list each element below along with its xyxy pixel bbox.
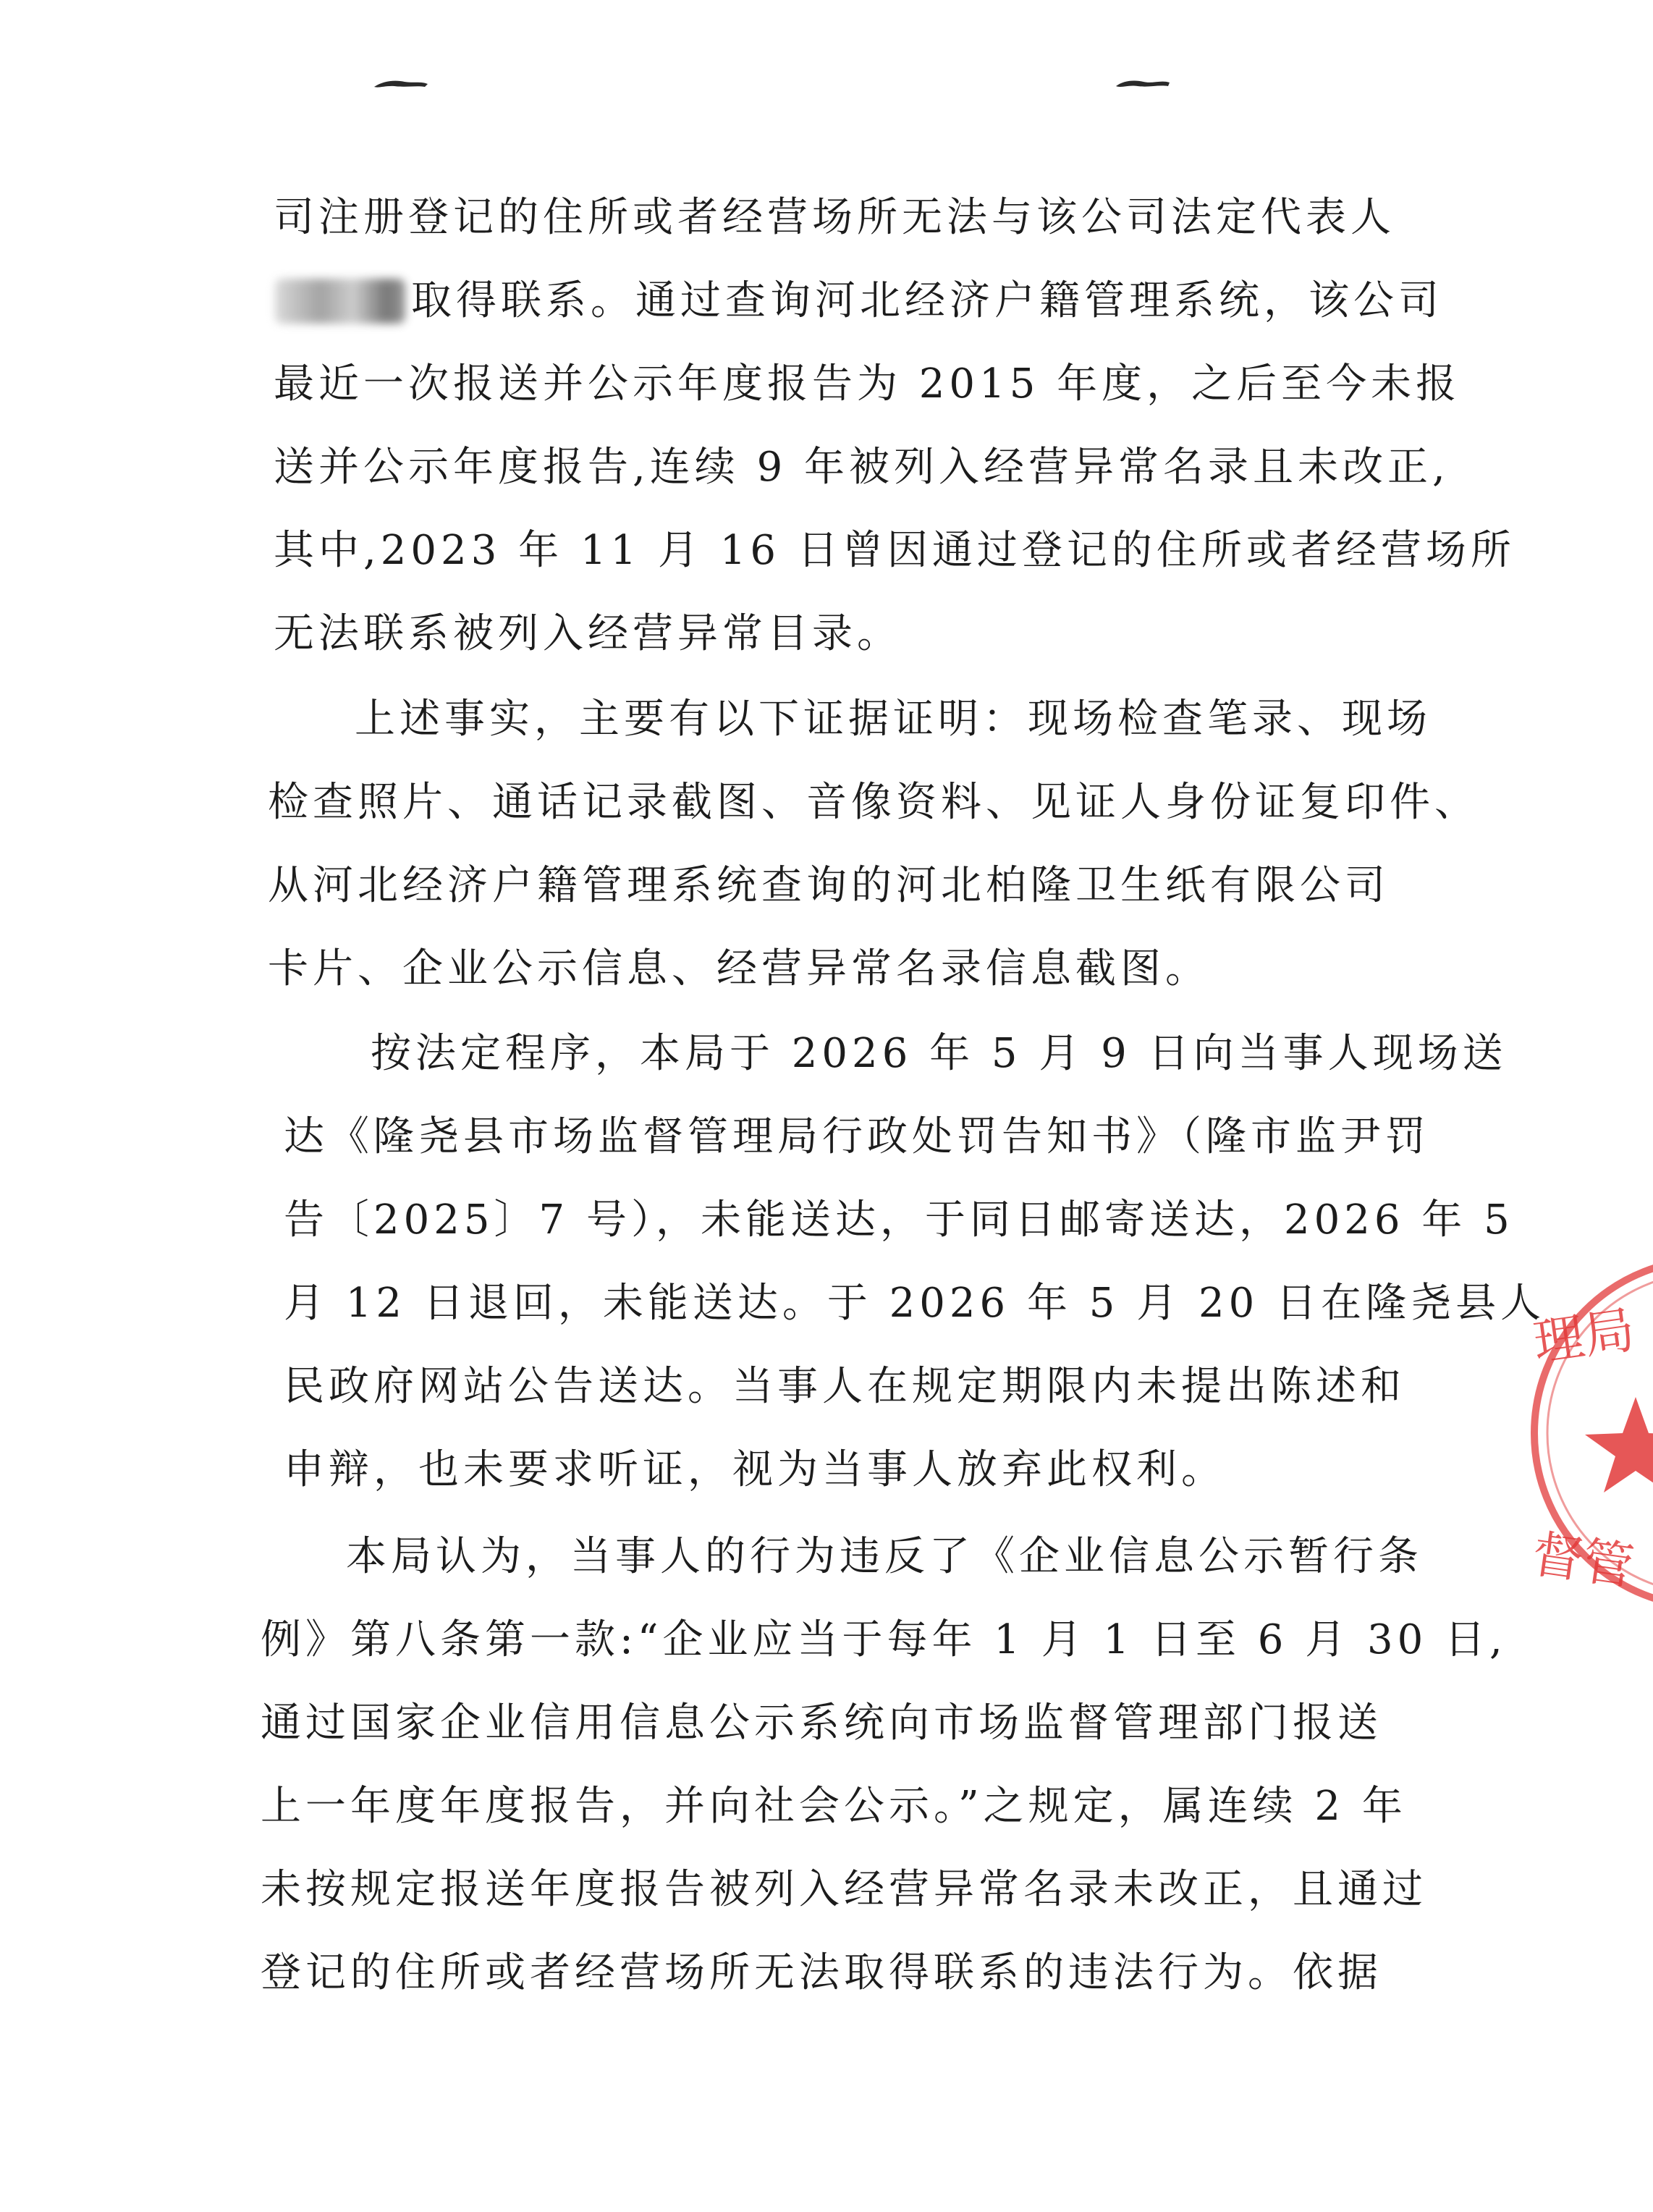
body-line: 例》第八条第一款:“企业应当于每年 1 月 1 日至 6 月 30 日, — [261, 1616, 1507, 1663]
body-line: 上述事实，主要有以下证据证明：现场检查笔录、现场 — [355, 696, 1432, 743]
body-line: 月 12 日退回，未能送达。于 2026 年 5 月 20 日在隆尧县人 — [284, 1280, 1546, 1327]
body-line: 通过国家企业信用信息公示系统向市场监督管理部门报送 — [261, 1700, 1382, 1747]
binding-mark-right — [1115, 78, 1171, 90]
seal-star-icon — [1585, 1397, 1653, 1493]
body-line: 告〔2025〕7 号），未能送达，于同日邮寄送达，2026 年 5 — [284, 1196, 1514, 1244]
body-line: 从河北经济户籍管理系统查询的河北柏隆卫生纸有限公司 — [268, 862, 1390, 909]
body-line: 其中,2023 年 11 月 16 日曾因通过登记的住所或者经营场所 — [274, 527, 1515, 574]
body-line: 民政府网站公告送达。当事人在规定期限内未提出陈述和 — [284, 1363, 1405, 1410]
body-line: 最近一次报送并公示年度报告为 2015 年度，之后至今未报 — [274, 360, 1461, 408]
body-line: 取得联系。通过查询河北经济户籍管理系统，该公司 — [411, 277, 1443, 324]
body-line: 本局认为，当事人的行为违反了《企业信息公示暂行条 — [346, 1533, 1423, 1580]
body-line: 卡片、企业公示信息、经营异常名录信息截图。 — [268, 945, 1210, 992]
seal-text-bottom: 督管 — [1529, 1524, 1638, 1597]
body-line: 检查照片、通话记录截图、音像资料、见证人身份证复印件、 — [268, 779, 1479, 826]
body-line: 无法联系被列入经营异常目录。 — [274, 610, 902, 657]
body-line: 申辩，也未要求听证，视为当事人放弃此权利。 — [284, 1446, 1226, 1493]
redacted-name — [275, 279, 405, 324]
body-line: 按法定程序，本局于 2026 年 5 月 9 日向当事人现场送 — [371, 1030, 1508, 1077]
body-line: 登记的住所或者经营场所无法取得联系的违法行为。依据 — [261, 1949, 1382, 1996]
body-line: 送并公示年度报告,连续 9 年被列入经营异常名录且未改正, — [274, 444, 1450, 491]
body-line: 司注册登记的住所或者经营场所无法与该公司法定代表人 — [274, 194, 1395, 241]
binding-mark-left — [373, 78, 429, 90]
body-line: 上一年度年度报告，并向社会公示。”之规定，属连续 2 年 — [261, 1783, 1407, 1830]
official-seal — [1527, 1252, 1653, 1614]
body-line: 未按规定报送年度报告被列入经营异常名录未改正，且通过 — [261, 1866, 1427, 1913]
seal-text-top: 理局 — [1529, 1299, 1639, 1373]
body-line: 达《隆尧县市场监督管理局行政处罚告知书》（隆市监尹罚 — [284, 1113, 1430, 1160]
